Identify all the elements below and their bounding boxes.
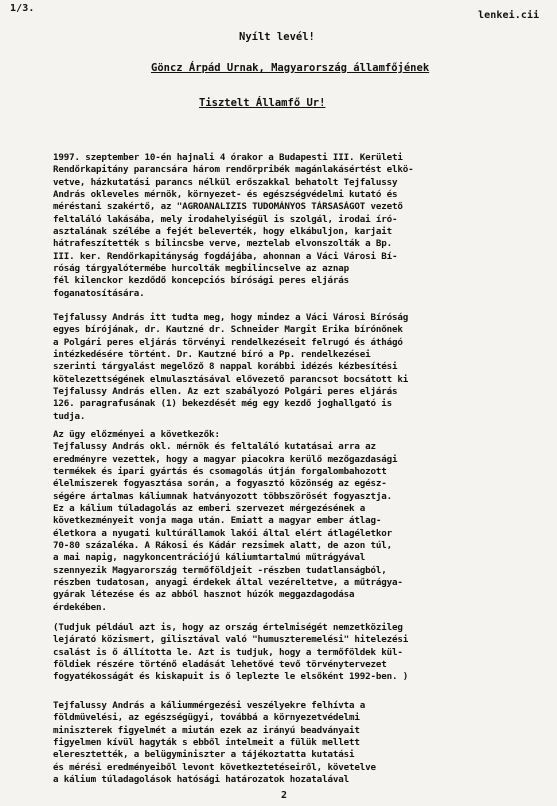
text-line: András okleveles mérnök, környezet- és egészségvédelmi kutató és	[53, 189, 398, 201]
text-line: szennyezik Magyarország termőföldjeit -részben tudatlanságból,	[53, 564, 387, 576]
text-line: fogyatékosságát és kiskapuit is ő leplezte le elsőként 1992-ben. )	[53, 671, 409, 683]
text-line: Tejfalussy András okl. mérnök és feltaláló kutatásai arra az	[53, 441, 376, 453]
text-line: lejárató közismert, gilisztával való "humuszteremelési" hitelezési	[53, 634, 409, 646]
letter-salutation: Tisztelt Államfő Ur!	[199, 97, 326, 109]
text-line: asztalának szélébe a fejét beleverték, hogy elkábuljon, karjait	[53, 226, 393, 238]
text-line: ségére ártalmas káliumnak hatványozott többszörösét fogyasztja.	[53, 490, 393, 502]
paragraph-5	[53, 700, 545, 786]
text-line: kötelezettségének elmulasztásával elővezető parancsot bocsátott ki	[53, 373, 409, 385]
text-line: földiek részére történő eladását lehetővé tevő törvénytervezet	[53, 659, 387, 671]
paragraph-2	[53, 312, 545, 423]
text-line: érdekében.	[53, 601, 107, 613]
text-line: részben tudatosan, anyagi érdekek által vezéreltetve, a műtrágya-	[53, 577, 403, 589]
page-number: 2	[281, 790, 288, 801]
text-line: fél kilenckor kezdődő koncepciós bírósági peres eljárás	[53, 275, 349, 287]
text-line: róság tárgyalótermébe hurcolták megbilincselve az aznap	[53, 263, 349, 275]
text-line: Az ügy előzményei a következők:	[53, 429, 220, 440]
text-line: Rendőrkapitány parancsára három rendőrpribék magánlakásértést elkö-	[53, 164, 414, 176]
text-line: intézkedésére történt. Dr. Kautzné bíró a Pp. rendelkezései	[53, 349, 371, 361]
text-line: feltaláló lakásába, mely irodahelyiségül is szolgál, irodai író-	[53, 213, 398, 225]
text-line: csalást is ő állította le. Azt is tudjuk, hogy a termőföldek kül-	[53, 646, 403, 658]
text-line: a Polgári peres eljárás törvényi rendelkezéseit felrugó és áthágó	[53, 336, 403, 348]
text-line: 70-80 százaléka. A Rákosi és Kádár rezsimek alatt, de azon túl,	[53, 540, 393, 552]
text-line: szerinti tárgyalást megelőző 8 nappal korábbi idézés kézbesítési	[53, 361, 398, 373]
text-line: miniszterek figyelmét a miután ezek az irányú beadványait	[53, 724, 360, 736]
text-line: életkora a nyugati kultúrállamok lakói által elért átlagéletkor	[53, 527, 393, 539]
text-line: figyelmen kívül hagyták s ebből intelmeit a fülük mellett	[53, 737, 360, 749]
text-line: Tejfalussy András ellen. Az ezt szabályozó Polgári peres eljárás	[53, 386, 398, 398]
text-line: 1997. szeptember 10-én hajnali 4 órakor a Budapesti III. Kerületi	[53, 152, 403, 163]
text-line: Tejfalussy András itt tudta meg, hogy mindez a Váci Városi Bíróság	[53, 312, 409, 323]
text-line: III. ker. Rendőrkapitányság fogdájába, ahonnan a Váci Városi Bí-	[53, 250, 398, 262]
text-line: következményeit vonja maga után. Emiatt a magyar ember átlag-	[53, 515, 382, 527]
letter-addressee: Göncz Árpád Urnak, Magyarország államfőjének	[151, 62, 430, 74]
text-line: tudja.	[53, 410, 86, 422]
text-line: egyes bírójának, dr. Kautzné dr. Schneider Margit Erika bírónőnek	[53, 324, 403, 336]
text-line: vetve, házkutatási parancs nélkül erőszakkal behatolt Tejfalussy	[53, 176, 398, 188]
text-line: Tejfalussy András a káliummérgezési veszélyekre felhívta a	[53, 700, 366, 711]
text-line: földmüvelési, az egészségügyi, továbbá a környezetvédelmi	[53, 712, 360, 724]
text-line: 126. paragrafusának (1) bekezdését még egy kezdő joghallgató is	[53, 398, 393, 410]
paragraph-3	[53, 429, 545, 614]
text-line: méréstani szakértő, az "AGROANALIZIS TUDOMÁNYOS TÁRSASÁGOT vezető	[53, 201, 403, 213]
paragraph-1	[53, 152, 545, 300]
text-line: és mérési eredményeiből levont következtetéseiről, követelve	[53, 761, 376, 773]
text-line: foganatosítására.	[53, 287, 145, 299]
text-line: a mai napig, nagykoncentrációjú káliumtartalmú műtrágyával	[53, 552, 366, 564]
text-line: a kálium túladagolások hatósági határozatok hozatalával	[53, 774, 349, 786]
text-line: Ez a kálium túladagolás az emberi szervezet mérgezésének a	[53, 503, 366, 515]
text-line: élelmiszerek fogyasztása során, a fogyasztó közönség az egész-	[53, 478, 387, 490]
page-reference: 1/3.	[10, 3, 35, 14]
text-line: termékek és ipari gyártás és csomagolás útján forgalombahozott	[53, 466, 387, 478]
text-line: (Tudjuk például azt is, hogy az ország értelmiségét nemzetközileg	[53, 622, 403, 633]
text-line: eredményre vezettek, hogy a magyar piacokra kerülő mezőgazdasági	[53, 453, 398, 465]
paragraph-4	[53, 622, 545, 684]
text-line: eleresztették, a belügyminiszter a tájékoztatta kutatási	[53, 749, 355, 761]
text-line: gyárak létezése és az abból hasznot húzók meggazdagodása	[53, 589, 355, 601]
text-line: hátrafeszítették s bilincsbe verve, meztelab elvonszolták a Bp.	[53, 238, 393, 250]
letter-title: Nyílt levél!	[239, 31, 315, 43]
file-name: lenkei.cii	[478, 10, 540, 21]
